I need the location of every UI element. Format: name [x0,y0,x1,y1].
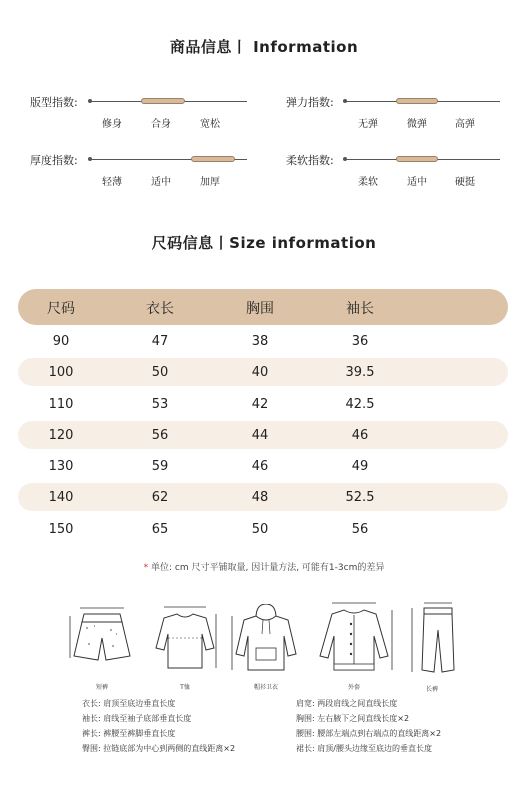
table-cell: 100 [48,365,74,380]
table-cell: 120 [48,428,74,443]
legend-item [82,743,235,754]
table-cell: 42.5 [345,397,375,412]
legend-term: 肩宽: [296,699,315,708]
column-header-sleeve: 袖长 [346,301,374,317]
legend-desc: 肩顶/腰头边缘至底边的垂直长度 [317,744,432,753]
legend-item [296,698,397,709]
note-text: 单位: cm 尺寸平铺取量, 因计量方法, 可能有1-3cm的差异 [151,563,385,573]
legend-item [82,698,175,709]
table-cell: 56 [151,428,169,443]
legend-term: 裙长: [296,744,315,753]
table-cell: 49 [351,459,369,474]
indicator-option: 高弹 [455,119,475,130]
diagram-caption: 短裤 [95,684,108,691]
indicator-marker [141,98,185,104]
table-cell: 46 [351,428,369,443]
table-cell: 39.5 [345,365,375,380]
product-info-title: 商品信息丨 Information [169,38,359,56]
jacket-icon [312,600,396,682]
column-header-chest: 胸围 [246,301,274,317]
hoodie-icon [230,604,302,682]
legend-desc: 左右腋下之间直线长度×2 [317,714,410,723]
shorts-diagram [66,604,138,691]
table-cell: 110 [48,397,74,412]
column-header-size: 尺码 [47,301,75,317]
table-cell: 52.5 [345,490,375,505]
table-cell: 47 [151,334,169,349]
table-cell: 50 [151,365,169,380]
table-cell: 40 [251,365,269,380]
legend-item [82,728,175,739]
indicator-marker [396,156,438,162]
table-cell: 59 [151,459,169,474]
measurement-note [0,560,528,573]
legend-term: 裤长: [82,729,101,738]
legend-term: 腰围: [296,729,315,738]
legend-desc: 腰部左端点到右端点的直线距离×2 [317,729,442,738]
tshirt-diagram [150,604,220,691]
table-cell: 90 [52,334,70,349]
pants-icon [404,600,460,684]
diagram-caption: 外套 [347,684,360,691]
indicator-marker [191,156,235,162]
indicator-label: 柔软指数: [286,154,334,167]
indicator-option: 加厚 [200,177,220,188]
indicator-option: 微弹 [407,119,427,130]
table-cell: 130 [48,459,74,474]
table-cell: 48 [251,490,269,505]
legend-item [296,728,441,739]
indicator-option: 修身 [102,119,122,130]
indicator-label: 弹力指数: [286,96,334,109]
note-star: * [143,563,149,573]
table-cell: 53 [151,397,169,412]
legend-term: 袖长: [82,714,101,723]
legend-desc: 裤腰至裤脚垂直长度 [103,729,176,738]
legend-desc: 拉链底部为中心到两侧的直线距离×2 [103,744,236,753]
indicator-option: 柔软 [358,177,378,188]
table-cell: 65 [151,522,169,537]
table-cell: 56 [351,522,369,537]
table-cell: 140 [48,490,74,505]
table-cell: 62 [151,490,169,505]
pants-diagram [404,600,460,693]
legend-term: 衣长: [82,699,101,708]
diagram-caption: 帽衫卫衣 [253,684,278,691]
legend-term: 臀围: [82,744,101,753]
legend-item [82,713,191,724]
tshirt-icon [150,604,220,682]
legend-desc: 肩线至袖子底部垂直长度 [103,714,192,723]
indicator-option: 适中 [151,177,171,188]
table-cell: 42 [251,397,269,412]
indicator-option: 宽松 [200,119,220,130]
legend-item [296,743,432,754]
indicator-option: 硬挺 [455,177,475,188]
table-cell: 150 [48,522,74,537]
table-cell: 46 [251,459,269,474]
jacket-diagram [312,600,396,691]
indicator-marker [396,98,438,104]
indicator-option: 适中 [407,177,427,188]
legend-desc: 两段肩线之间直线长度 [317,699,398,708]
diagram-caption: 长裤 [425,686,438,693]
legend-desc: 肩顶至底边垂直长度 [103,699,176,708]
size-info-title: 尺码信息丨Size information [151,234,377,252]
indicator-label: 厚度指数: [30,154,78,167]
indicator-option: 合身 [151,119,171,130]
legend-term: 胸围: [296,714,315,723]
shorts-icon [66,604,138,682]
column-header-length: 衣长 [146,301,174,317]
indicator-option: 无弹 [358,119,378,130]
table-cell: 36 [351,334,369,349]
table-cell: 38 [251,334,269,349]
indicator-label: 版型指数: [30,96,78,109]
diagram-caption: T恤 [180,684,190,691]
table-cell: 50 [251,522,269,537]
table-cell: 44 [251,428,269,443]
legend-item [296,713,409,724]
hoodie-diagram [230,604,302,691]
indicator-option: 轻薄 [102,177,122,188]
